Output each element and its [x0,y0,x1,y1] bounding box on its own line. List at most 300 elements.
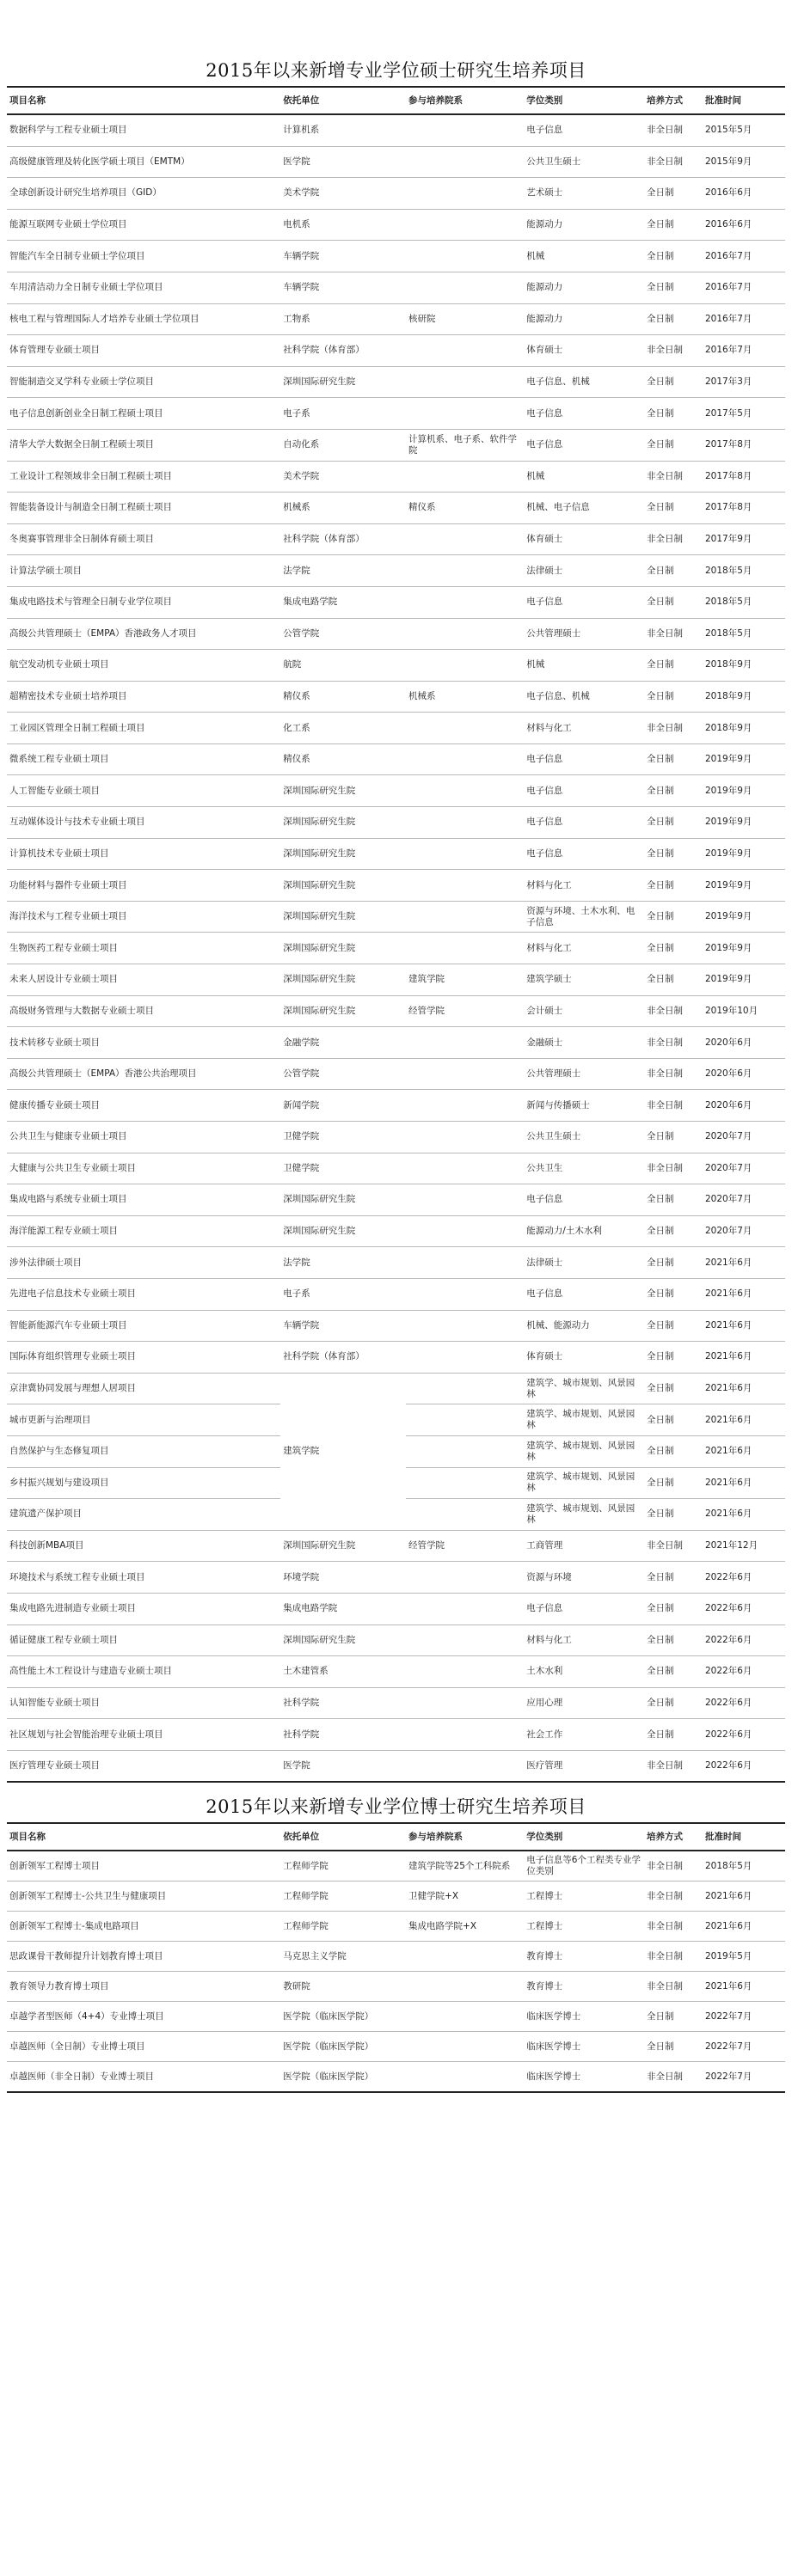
host-unit-cell: 新闻学院 [280,1090,406,1122]
participating-dept-cell [406,933,524,964]
approval-date-cell: 2020年6月 [703,1090,785,1122]
project-name-cell: 电子信息创新创业全日制工程硕士项目 [7,398,280,430]
host-unit-cell: 航院 [280,650,406,682]
participating-dept-cell [406,1404,524,1436]
project-name-cell: 高级健康管理及转化医学硕士项目（EMTM） [7,146,280,178]
approval-date-cell: 2018年9月 [703,681,785,713]
approval-date-cell: 2018年5月 [703,586,785,618]
table-row [7,870,785,902]
participating-dept-cell [406,1373,524,1404]
table-row [7,114,785,146]
project-name-cell: 计算机技术专业硕士项目 [7,838,280,870]
host-unit-cell: 社科学院（体育部） [280,523,406,555]
project-name-cell: 全球创新设计研究生培养项目（GID） [7,178,280,210]
degree-type-cell: 体育硕士 [524,335,644,367]
host-unit-cell: 计算机系 [280,114,406,146]
degree-type-cell: 体育硕士 [524,523,644,555]
participating-dept-cell [406,1215,524,1247]
project-name-cell: 智能制造交叉学科专业硕士学位项目 [7,366,280,398]
participating-dept-cell [406,1310,524,1342]
table-row [7,713,785,744]
participating-dept-cell [406,1499,524,1531]
degree-type-cell: 电子信息 [524,429,644,461]
approval-date-cell: 2020年6月 [703,1027,785,1059]
column-header: 批准时间 [703,87,785,114]
participating-dept-cell [406,1027,524,1059]
host-unit-cell: 卫健学院 [280,1122,406,1153]
project-name-cell: 大健康与公共卫生专业硕士项目 [7,1153,280,1184]
table-row [7,366,785,398]
table-row [7,2002,785,2032]
study-mode-cell: 非全日制 [644,1912,703,1942]
approval-date-cell: 2022年6月 [703,1625,785,1656]
host-unit-cell: 土木建管系 [280,1656,406,1688]
degree-type-cell: 电子信息 [524,1278,644,1310]
approval-date-cell: 2018年5月 [703,555,785,587]
participating-dept-cell [406,807,524,839]
degree-type-cell: 艺术硕士 [524,178,644,210]
study-mode-cell: 非全日制 [644,1153,703,1184]
project-name-cell: 集成电路与系统专业硕士项目 [7,1184,280,1216]
project-name-cell: 生物医药工程专业硕士项目 [7,933,280,964]
degree-type-cell: 材料与化工 [524,933,644,964]
project-name-cell: 医疗管理专业硕士项目 [7,1750,280,1782]
study-mode-cell: 全日制 [644,241,703,272]
table-row [7,2062,785,2093]
project-name-cell: 创新领军工程博士项目 [7,1851,280,1882]
approval-date-cell: 2018年5月 [703,1851,785,1882]
table-row [7,461,785,493]
project-name-cell: 创新领军工程博士-公共卫生与健康项目 [7,1882,280,1912]
approval-date-cell: 2018年9月 [703,713,785,744]
host-unit-cell: 马克思主义学院 [280,1942,406,1972]
degree-type-cell: 公共卫生硕士 [524,146,644,178]
degree-type-cell: 社会工作 [524,1719,644,1751]
project-name-cell: 自然保护与生态修复项目 [7,1435,280,1467]
participating-dept-cell [406,1058,524,1090]
degree-type-cell: 教育博士 [524,1972,644,2002]
host-unit-cell: 建筑学院 [280,1373,406,1530]
host-unit-cell: 车辆学院 [280,241,406,272]
participating-dept-cell [406,1942,524,1972]
degree-type-cell: 电子信息 [524,807,644,839]
project-name-cell: 数据科学与工程专业硕士项目 [7,114,280,146]
project-name-cell: 微系统工程专业硕士项目 [7,743,280,775]
participating-dept-cell [406,178,524,210]
study-mode-cell: 全日制 [644,901,703,933]
participating-dept-cell [406,775,524,807]
study-mode-cell: 全日制 [644,178,703,210]
study-mode-cell: 非全日制 [644,995,703,1027]
study-mode-cell: 全日制 [644,650,703,682]
participating-dept-cell: 经管学院 [406,1530,524,1562]
participating-dept-cell [406,870,524,902]
host-unit-cell: 医学院（临床医学院） [280,2002,406,2032]
project-name-cell: 思政课骨干教师提升计划教育博士项目 [7,1942,280,1972]
participating-dept-cell [406,461,524,493]
master-table-title: 2015年以来新增专业学位硕士研究生培养项目 [206,60,586,81]
project-name-cell: 能源互联网专业硕士学位项目 [7,209,280,241]
approval-date-cell: 2016年7月 [703,272,785,303]
participating-dept-cell: 建筑学院 [406,964,524,996]
degree-type-cell: 电子信息 [524,1593,644,1625]
project-name-cell: 环境技术与系统工程专业硕士项目 [7,1562,280,1594]
project-name-cell: 智能汽车全日制专业硕士学位项目 [7,241,280,272]
study-mode-cell: 全日制 [644,2032,703,2062]
study-mode-cell: 全日制 [644,272,703,303]
study-mode-cell: 非全日制 [644,618,703,650]
table-row [7,209,785,241]
host-unit-cell: 医学院 [280,1750,406,1782]
host-unit-cell: 医学院（临床医学院） [280,2062,406,2093]
study-mode-cell: 全日制 [644,586,703,618]
host-unit-cell: 医学院 [280,146,406,178]
participating-dept-cell [406,1656,524,1688]
approval-date-cell: 2022年6月 [703,1656,785,1688]
approval-date-cell: 2017年8月 [703,493,785,524]
host-unit-cell: 精仪系 [280,681,406,713]
host-unit-cell: 深圳国际研究生院 [280,1530,406,1562]
project-name-cell: 高级公共管理硕士（EMPA）香港政务人才项目 [7,618,280,650]
project-name-cell: 涉外法律硕士项目 [7,1247,280,1279]
degree-type-cell: 体育硕士 [524,1342,644,1374]
table-row [7,1373,785,1404]
host-unit-cell: 深圳国际研究生院 [280,807,406,839]
host-unit-cell: 美术学院 [280,178,406,210]
participating-dept-cell [406,1184,524,1216]
table-row [7,1058,785,1090]
host-unit-cell: 环境学院 [280,1562,406,1594]
host-unit-cell: 电子系 [280,1278,406,1310]
project-name-cell: 卓越医师（非全日制）专业博士项目 [7,2062,280,2093]
participating-dept-cell [406,901,524,933]
table-row [7,272,785,303]
approval-date-cell: 2021年6月 [703,1912,785,1942]
degree-type-cell: 电子信息 [524,398,644,430]
project-name-cell: 超精密技术专业硕士培养项目 [7,681,280,713]
host-unit-cell: 车辆学院 [280,1310,406,1342]
approval-date-cell: 2020年7月 [703,1153,785,1184]
approval-date-cell: 2020年7月 [703,1184,785,1216]
study-mode-cell: 非全日制 [644,1058,703,1090]
table-row [7,1656,785,1688]
degree-type-cell: 资源与环境、土木水利、电子信息 [524,901,644,933]
approval-date-cell: 2019年9月 [703,838,785,870]
host-unit-cell: 深圳国际研究生院 [280,901,406,933]
degree-type-cell: 新闻与传播硕士 [524,1090,644,1122]
host-unit-cell: 教研院 [280,1972,406,2002]
host-unit-cell: 电子系 [280,398,406,430]
participating-dept-cell: 经管学院 [406,995,524,1027]
project-name-cell: 创新领军工程博士-集成电路项目 [7,1912,280,1942]
participating-dept-cell [406,1247,524,1279]
study-mode-cell: 全日制 [644,429,703,461]
participating-dept-cell [406,1687,524,1719]
degree-type-cell: 法律硕士 [524,1247,644,1279]
study-mode-cell: 非全日制 [644,1972,703,2002]
project-name-cell: 智能装备设计与制造全日制工程硕士项目 [7,493,280,524]
table-row [7,1687,785,1719]
approval-date-cell: 2016年6月 [703,178,785,210]
project-name-cell: 教育领导力教育博士项目 [7,1972,280,2002]
degree-type-cell: 公共卫生硕士 [524,1122,644,1153]
project-name-cell: 冬奥赛事管理非全日制体育硕士项目 [7,523,280,555]
table-row [7,493,785,524]
table-row [7,178,785,210]
project-name-cell: 互动媒体设计与技术专业硕士项目 [7,807,280,839]
column-header: 学位类别 [524,87,644,114]
degree-type-cell: 公共管理硕士 [524,1058,644,1090]
approval-date-cell: 2016年6月 [703,209,785,241]
approval-date-cell: 2022年6月 [703,1719,785,1751]
study-mode-cell: 全日制 [644,775,703,807]
table-row [7,681,785,713]
project-name-cell: 功能材料与器件专业硕士项目 [7,870,280,902]
project-name-cell: 高性能土木工程设计与建造专业硕士项目 [7,1656,280,1688]
project-name-cell: 海洋技术与工程专业硕士项目 [7,901,280,933]
study-mode-cell: 全日制 [644,807,703,839]
study-mode-cell: 全日制 [644,1404,703,1436]
study-mode-cell: 全日制 [644,1184,703,1216]
table-row [7,335,785,367]
participating-dept-cell [406,1467,524,1499]
approval-date-cell: 2016年7月 [703,303,785,335]
project-name-cell: 循证健康工程专业硕士项目 [7,1625,280,1656]
study-mode-cell: 非全日制 [644,1530,703,1562]
approval-date-cell: 2019年9月 [703,807,785,839]
participating-dept-cell [406,586,524,618]
study-mode-cell: 全日制 [644,1310,703,1342]
project-name-cell: 认知智能专业硕士项目 [7,1687,280,1719]
project-name-cell: 社区规划与社会智能治理专业硕士项目 [7,1719,280,1751]
degree-type-cell: 机械 [524,461,644,493]
host-unit-cell: 深圳国际研究生院 [280,1625,406,1656]
project-name-cell: 京津冀协同发展与理想人居项目 [7,1373,280,1404]
approval-date-cell: 2021年6月 [703,1342,785,1374]
host-unit-cell: 深圳国际研究生院 [280,1184,406,1216]
study-mode-cell: 全日制 [644,209,703,241]
degree-type-cell: 会计硕士 [524,995,644,1027]
project-name-cell: 技术转移专业硕士项目 [7,1027,280,1059]
study-mode-cell: 非全日制 [644,114,703,146]
table-row [7,1719,785,1751]
project-name-cell: 建筑遗产保护项目 [7,1499,280,1531]
participating-dept-cell [406,114,524,146]
host-unit-cell: 机械系 [280,493,406,524]
degree-type-cell: 机械、电子信息 [524,493,644,524]
table-row [7,995,785,1027]
participating-dept-cell [406,1750,524,1782]
host-unit-cell: 深圳国际研究生院 [280,1215,406,1247]
table-row [7,775,785,807]
degree-type-cell: 电子信息、机械 [524,681,644,713]
participating-dept-cell [406,1342,524,1374]
study-mode-cell: 非全日制 [644,1027,703,1059]
degree-type-cell: 电子信息 [524,775,644,807]
host-unit-cell: 自动化系 [280,429,406,461]
degree-type-cell: 能源动力/土木水利 [524,1215,644,1247]
column-header: 项目名称 [7,87,280,114]
table-row [7,743,785,775]
approval-date-cell: 2019年9月 [703,964,785,996]
approval-date-cell: 2019年9月 [703,870,785,902]
column-header: 学位类别 [524,1823,644,1851]
table-header-row [7,87,785,114]
approval-date-cell: 2017年8月 [703,461,785,493]
approval-date-cell: 2022年6月 [703,1687,785,1719]
project-name-cell: 清华大学大数据全日制工程硕士项目 [7,429,280,461]
approval-date-cell: 2019年9月 [703,775,785,807]
column-header: 依托单位 [280,87,406,114]
project-name-cell: 计算法学硕士项目 [7,555,280,587]
host-unit-cell: 法学院 [280,1247,406,1279]
column-header: 培养方式 [644,87,703,114]
project-name-cell: 健康传播专业硕士项目 [7,1090,280,1122]
host-unit-cell: 公管学院 [280,1058,406,1090]
host-unit-cell: 集成电路学院 [280,1593,406,1625]
participating-dept-cell: 卫健学院+X [406,1882,524,1912]
participating-dept-cell [406,1122,524,1153]
participating-dept-cell [406,838,524,870]
approval-date-cell: 2022年7月 [703,2032,785,2062]
participating-dept-cell [406,146,524,178]
degree-type-cell: 机械 [524,650,644,682]
table-row [7,555,785,587]
column-header: 参与培养院系 [406,87,524,114]
study-mode-cell: 非全日制 [644,146,703,178]
degree-type-cell: 机械、能源动力 [524,1310,644,1342]
study-mode-cell: 非全日制 [644,2062,703,2093]
approval-date-cell: 2022年7月 [703,2002,785,2032]
participating-dept-cell: 集成电路学院+X [406,1912,524,1942]
participating-dept-cell [406,618,524,650]
degree-type-cell: 能源动力 [524,303,644,335]
approval-date-cell: 2017年8月 [703,429,785,461]
study-mode-cell: 全日制 [644,1562,703,1594]
degree-type-cell: 建筑学、城市规划、风景园林 [524,1373,644,1404]
participating-dept-cell [406,272,524,303]
degree-type-cell: 资源与环境 [524,1562,644,1594]
host-unit-cell: 工程师学院 [280,1851,406,1882]
host-unit-cell: 深圳国际研究生院 [280,964,406,996]
approval-date-cell: 2017年3月 [703,366,785,398]
approval-date-cell: 2021年12月 [703,1530,785,1562]
participating-dept-cell [406,2062,524,2093]
table-row [7,586,785,618]
degree-type-cell: 临床医学博士 [524,2002,644,2032]
participating-dept-cell: 计算机系、电子系、软件学院 [406,429,524,461]
approval-date-cell: 2022年6月 [703,1750,785,1782]
project-name-cell: 海洋能源工程专业硕士项目 [7,1215,280,1247]
study-mode-cell: 全日制 [644,398,703,430]
degree-type-cell: 法律硕士 [524,555,644,587]
degree-type-cell: 土木水利 [524,1656,644,1688]
project-name-cell: 国际体育组织管理专业硕士项目 [7,1342,280,1374]
host-unit-cell: 美术学院 [280,461,406,493]
table-row [7,1122,785,1153]
study-mode-cell: 非全日制 [644,1882,703,1912]
approval-date-cell: 2019年9月 [703,901,785,933]
degree-type-cell: 建筑学、城市规划、风景园林 [524,1467,644,1499]
participating-dept-cell [406,713,524,744]
study-mode-cell: 全日制 [644,933,703,964]
host-unit-cell: 工程师学院 [280,1882,406,1912]
table-row [7,303,785,335]
approval-date-cell: 2021年6月 [703,1467,785,1499]
participating-dept-cell [406,650,524,682]
approval-date-cell: 2018年9月 [703,650,785,682]
approval-date-cell: 2020年6月 [703,1058,785,1090]
study-mode-cell: 全日制 [644,1215,703,1247]
table-row [7,650,785,682]
study-mode-cell: 全日制 [644,1687,703,1719]
host-unit-cell: 公管学院 [280,618,406,650]
approval-date-cell: 2021年6月 [703,1499,785,1531]
study-mode-cell: 全日制 [644,1435,703,1467]
project-name-cell: 先进电子信息技术专业硕士项目 [7,1278,280,1310]
degree-type-cell: 机械 [524,241,644,272]
study-mode-cell: 非全日制 [644,713,703,744]
study-mode-cell: 非全日制 [644,1750,703,1782]
study-mode-cell: 全日制 [644,964,703,996]
participating-dept-cell [406,1278,524,1310]
project-name-cell: 工业园区管理全日制工程硕士项目 [7,713,280,744]
degree-type-cell: 电子信息 [524,586,644,618]
project-name-cell: 城市更新与治理项目 [7,1404,280,1436]
project-name-cell: 核电工程与管理国际人才培养专业硕士学位项目 [7,303,280,335]
host-unit-cell: 社科学院 [280,1719,406,1751]
document-page [7,0,785,2093]
degree-type-cell: 工程博士 [524,1912,644,1942]
participating-dept-cell [406,2002,524,2032]
host-unit-cell: 深圳国际研究生院 [280,933,406,964]
table-row [7,1972,785,2002]
column-header: 参与培养院系 [406,1823,524,1851]
participating-dept-cell [406,743,524,775]
approval-date-cell: 2019年5月 [703,1942,785,1972]
project-name-cell: 智能新能源汽车专业硕士项目 [7,1310,280,1342]
participating-dept-cell [406,1593,524,1625]
study-mode-cell: 全日制 [644,681,703,713]
host-unit-cell: 医学院（临床医学院） [280,2032,406,2062]
host-unit-cell: 深圳国际研究生院 [280,775,406,807]
table-row [7,1530,785,1562]
study-mode-cell: 非全日制 [644,523,703,555]
study-mode-cell: 全日制 [644,1122,703,1153]
study-mode-cell: 全日制 [644,1278,703,1310]
study-mode-cell: 非全日制 [644,335,703,367]
host-unit-cell: 集成电路学院 [280,586,406,618]
degree-type-cell: 电子信息、机械 [524,366,644,398]
study-mode-cell: 全日制 [644,743,703,775]
approval-date-cell: 2021年6月 [703,1247,785,1279]
table-row [7,1593,785,1625]
approval-date-cell: 2021年6月 [703,1972,785,2002]
table-row [7,429,785,461]
degree-type-cell: 材料与化工 [524,713,644,744]
study-mode-cell: 全日制 [644,1719,703,1751]
approval-date-cell: 2017年9月 [703,523,785,555]
degree-type-cell: 建筑学、城市规划、风景园林 [524,1435,644,1467]
degree-type-cell: 材料与化工 [524,1625,644,1656]
degree-type-cell: 电子信息 [524,743,644,775]
column-header: 培养方式 [644,1823,703,1851]
study-mode-cell: 全日制 [644,2002,703,2032]
degree-type-cell: 建筑学、城市规划、风景园林 [524,1499,644,1531]
approval-date-cell: 2016年7月 [703,335,785,367]
participating-dept-cell [406,335,524,367]
project-name-cell: 高级财务管理与大数据专业硕士项目 [7,995,280,1027]
